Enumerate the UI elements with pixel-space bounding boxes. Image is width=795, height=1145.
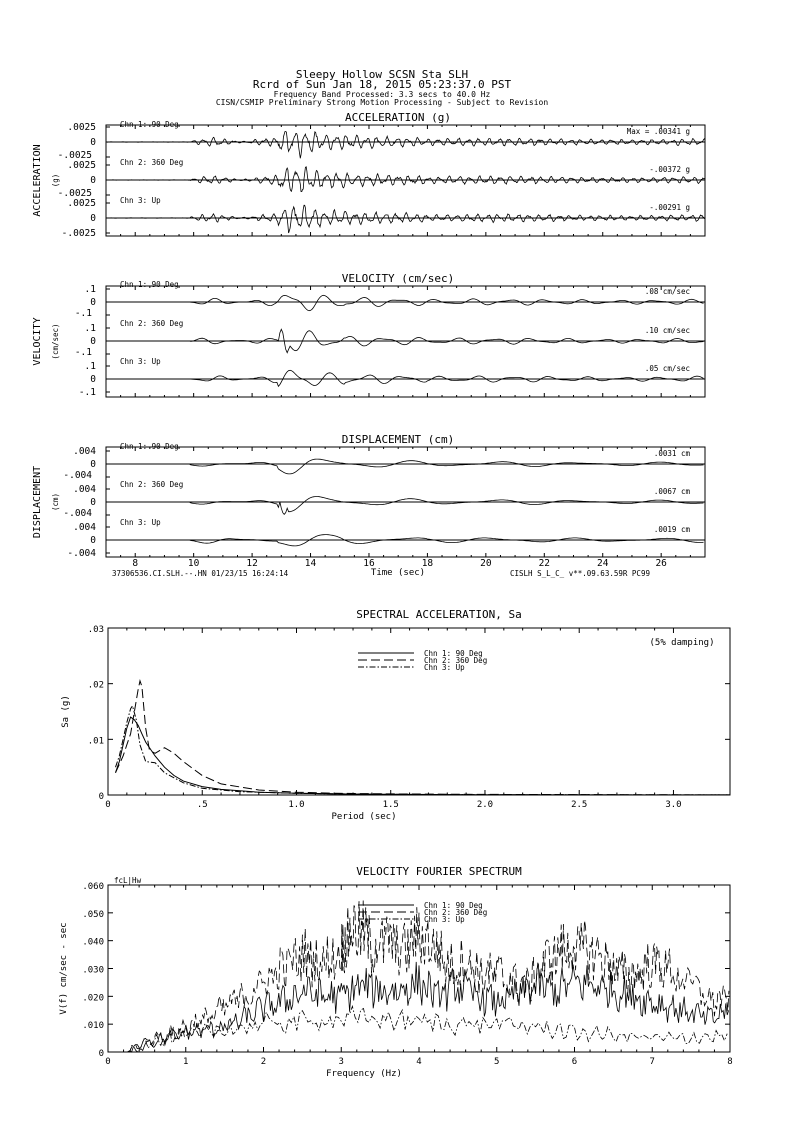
tick-label-neg: -.1 [78,387,96,398]
x-tick-label: 5 [494,1057,500,1067]
y-tick-label: 0 [98,792,104,802]
channel-peak: -.00291 g [649,203,690,212]
tick-label-neg: -.004 [63,508,92,519]
panel-side-label: VELOCITY [32,317,43,366]
y-tick-label: .050 [82,909,104,920]
y-tick-label: .010 [82,1021,104,1032]
tick-label-zero: 0 [90,213,96,224]
legend-label: Chn 3: Up [424,663,465,672]
series-line [127,1006,727,1052]
velocity-fourier-spectrum-chart [59,865,733,1079]
panel-dis [32,433,705,559]
time-history-panels [32,111,705,569]
x-tick-label: 8 [727,1057,733,1067]
channel-peak: .05 cm/sec [644,364,690,373]
panel-acc [32,111,705,239]
legend-label: Chn 2: 360 Deg [424,908,488,917]
tick-label-neg: -.004 [63,470,92,481]
channel-peak: Max = .00341 g [626,127,690,136]
channel-label: Chn 3: Up [120,357,161,366]
x-tick-label: 4 [416,1057,422,1067]
channel-trace [106,497,704,515]
x-tick-label: 0 [105,1057,111,1067]
y-axis-label: V(f) cm/sec - sec [59,922,69,1015]
time-tick-label: 14 [304,558,317,569]
tick-label-neg: -.1 [74,347,92,358]
y-axis-label: Sa (g) [61,695,71,728]
x-axis-label: Period (sec) [331,812,397,822]
tick-label-zero: 0 [90,374,96,385]
tick-label-zero: 0 [90,497,96,508]
tick-label-neg: -.0025 [57,150,92,161]
series-line [116,717,731,795]
y-tick-label: .02 [87,680,104,691]
channel-label: Chn 2: 360 Deg [120,158,184,167]
channel-peak: .08 cm/sec [644,287,690,296]
channel-label: Chn 1: 90 Deg [120,120,179,129]
x-tick-label: 0 [105,800,111,810]
y-tick-label: .060 [82,882,104,892]
x-tick-label: 1.0 [288,800,305,810]
header-record: Rcrd of Sun Jan 18, 2015 05:23:37.0 PST [252,78,512,91]
time-tick-label: 26 [655,558,667,569]
channel-label: Chn 1: 90 Deg [120,442,179,451]
channel-label: Chn 3: Up [120,196,161,205]
tick-label-pos: .004 [73,522,96,533]
header-band: Frequency Band Processed: 3.3 secs to 40.0 Hz [273,90,491,99]
legend-label: Chn 1: 90 Deg [424,649,483,658]
x-tick-label: 3.0 [665,800,682,810]
tick-label-pos: .0025 [67,122,96,133]
legend-label: Chn 1: 90 Deg [424,901,483,910]
x-tick-label: 2 [260,1057,267,1067]
panel-side-unit: (g) [51,173,60,188]
x-tick-label: 6 [571,1057,578,1067]
series-line [116,681,731,795]
tick-label-neg: -.0025 [61,228,96,239]
panel-side-unit: (cm/sec) [51,323,60,360]
time-xlabel: Time (sec) [370,568,426,578]
y-tick-label: .03 [87,625,104,635]
y-tick-label: .040 [82,937,104,948]
time-tick-label: 22 [538,558,551,569]
footer-record-id: 37306536.CI.SLH.--.HN 01/23/15 16:24:14 [112,569,289,578]
channel-peak: -.00372 g [649,165,690,174]
x-tick-label: 1.5 [382,800,399,810]
tick-label-pos: .004 [73,446,96,457]
y-tick-label: .030 [82,965,104,976]
spectral-acceleration-chart [61,608,730,822]
channel-trace [106,205,705,233]
header-disclaimer: CISN/CSMIP Preliminary Strong Motion Processing - Subject to Revision [215,98,549,107]
footer-processing-id: CISLH S_L_C_ v**.09.63.59R PC99 [510,569,650,578]
y-tick-label: .01 [87,736,104,747]
tick-label-zero: 0 [90,297,96,308]
channel-trace [106,370,704,386]
panel-title: DISPLACEMENT (cm) [341,433,455,446]
tick-label-neg: -.004 [67,548,96,559]
legend-label: Chn 2: 360 Deg [424,656,488,665]
time-tick-label: 20 [480,558,492,569]
damping-note: (5% damping) [649,638,715,648]
tick-label-pos: .004 [73,484,96,495]
channel-label: Chn 1: 90 Deg [120,280,179,289]
tick-label-pos: .1 [84,323,96,334]
channel-trace [106,459,704,474]
time-tick-label: 18 [421,558,434,569]
panel-vel [32,272,705,398]
chart-title: SPECTRAL ACCELERATION, Sa [356,608,522,621]
chart-title: VELOCITY FOURIER SPECTRUM [356,865,522,878]
channel-peak: .0067 cm [653,487,690,496]
channel-label: Chn 2: 360 Deg [120,480,184,489]
channel-peak: .0031 cm [653,449,690,458]
x-tick-label: 2.0 [476,800,494,810]
chart-frame [108,628,730,795]
channel-label: Chn 2: 360 Deg [120,319,184,328]
header-station: Sleepy Hollow SCSN Sta SLH [295,68,469,81]
x-tick-label: .5 [196,800,208,810]
channel-trace [106,167,705,192]
tick-label-neg: -.1 [74,308,92,319]
channel-trace [106,132,705,159]
legend-label: Chn 3: Up [424,915,465,924]
tick-label-zero: 0 [90,336,96,347]
panel-title: ACCELERATION (g) [345,111,451,124]
corner-note: fcL|Hw [114,876,142,885]
x-tick-label: 7 [649,1057,655,1067]
time-tick-label: 12 [246,558,258,569]
y-tick-label: 0 [98,1049,104,1059]
tick-label-zero: 0 [90,137,96,148]
x-tick-label: 2.5 [571,800,588,810]
tick-label-zero: 0 [90,459,96,470]
tick-label-pos: .0025 [67,198,96,209]
series-line [116,706,731,795]
y-tick-label: .020 [82,993,104,1004]
x-tick-label: 3 [338,1057,344,1067]
channel-trace [106,295,704,310]
tick-label-pos: .0025 [67,160,96,171]
panel-title: VELOCITY (cm/sec) [341,272,455,285]
time-tick-label: 10 [187,558,200,569]
x-tick-label: 1 [183,1057,189,1067]
tick-label-zero: 0 [90,175,96,186]
channel-label: Chn 3: Up [120,518,161,527]
panel-side-label: DISPLACEMENT [32,465,43,539]
time-tick-label: 16 [363,558,375,569]
time-tick-label: 8 [132,558,139,569]
x-axis-label: Frequency (Hz) [326,1069,402,1079]
channel-peak: .0019 cm [653,525,690,534]
panel-side-label: ACCELERATION [32,144,43,217]
tick-label-pos: .1 [84,361,96,372]
tick-label-pos: .1 [84,284,96,295]
panel-side-unit: (cm) [51,492,60,512]
channel-peak: .10 cm/sec [644,326,690,335]
time-tick-label: 24 [597,558,609,569]
tick-label-neg: -.0025 [57,188,92,199]
tick-label-zero: 0 [90,535,96,546]
